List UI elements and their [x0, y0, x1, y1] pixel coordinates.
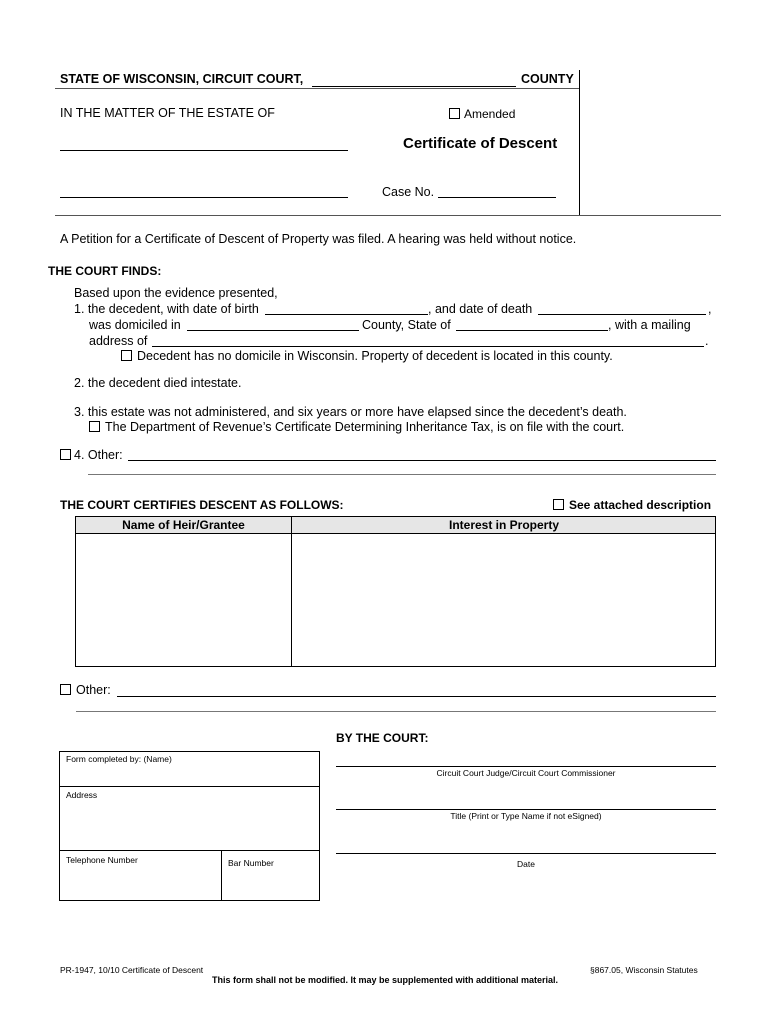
- completed-box-divider: [221, 851, 222, 901]
- amended-label: Amended: [464, 107, 516, 121]
- header-top-rule: [55, 88, 579, 89]
- no-domicile-checkbox[interactable]: [121, 350, 132, 361]
- findings-heading: THE COURT FINDS:: [48, 264, 162, 278]
- date-of-birth-field[interactable]: [265, 314, 428, 315]
- no-domicile-label: Decedent has no domicile in Wisconsin. Property of decedent is located in this county.: [137, 349, 613, 363]
- date-of-death-label: , and date of death: [428, 302, 533, 316]
- bar-number-field[interactable]: [224, 870, 317, 898]
- certifies-heading: THE COURT CERTIFIES DESCENT AS FOLLOWS:: [60, 498, 344, 512]
- period: .: [705, 334, 709, 348]
- statute: §867.05, Wisconsin Statutes: [590, 965, 698, 975]
- other-finding-field[interactable]: [128, 460, 716, 461]
- heir-name-cell[interactable]: [77, 534, 290, 665]
- see-attached-label: See attached description: [569, 498, 712, 512]
- interest-cell[interactable]: [293, 534, 714, 665]
- header-divider: [579, 70, 580, 216]
- item2-text: 2. the decedent died intestate.: [74, 376, 242, 390]
- footer-notice: This form shall not be modified. It may be supplemented with additional material.: [211, 975, 559, 985]
- intro-text: A Petition for a Certificate of Descent of Property was filed. A hearing was held without notice.: [60, 232, 577, 246]
- judge-signature-field[interactable]: [336, 766, 716, 767]
- date-field[interactable]: [336, 853, 716, 854]
- other-certify-checkbox[interactable]: [60, 684, 71, 695]
- case-no-field[interactable]: [438, 197, 556, 198]
- item4-text: 4. Other:: [74, 448, 123, 462]
- by-the-court-label: BY THE COURT:: [336, 731, 429, 745]
- title-field[interactable]: [336, 809, 716, 810]
- completed-name-label: Form completed by: (Name): [66, 754, 172, 764]
- telephone-label: Telephone Number: [66, 855, 138, 865]
- county-label: COUNTY: [521, 72, 574, 86]
- form-id: PR-1947, 10/10 Certificate of Descent: [60, 965, 204, 975]
- case-no-label: Case No.: [382, 185, 435, 199]
- see-attached-checkbox[interactable]: [553, 499, 564, 510]
- item3-text: 3. this estate was not administered, and six years or more have elapsed since the decedent’s death.: [74, 405, 627, 419]
- heir-table-divider: [291, 516, 292, 667]
- decedent-name-field-2[interactable]: [60, 197, 348, 198]
- state-of-label: County, State of: [362, 318, 451, 332]
- domicile-county-field[interactable]: [187, 330, 359, 331]
- header-bottom-rule: [55, 215, 721, 216]
- estate-of-label: IN THE MATTER OF THE ESTATE OF: [60, 106, 275, 120]
- other-finding-checkbox[interactable]: [60, 449, 71, 460]
- tax-certificate-checkbox[interactable]: [89, 421, 100, 432]
- address-field[interactable]: [62, 802, 317, 848]
- other-certify-field-2[interactable]: [76, 711, 716, 712]
- completed-box-rule-2: [59, 850, 320, 851]
- date-label: Date: [517, 859, 535, 869]
- address-label: Address: [66, 790, 98, 800]
- telephone-field[interactable]: [62, 868, 219, 898]
- item1-text: 1. the decedent, with date of birth: [74, 302, 259, 316]
- domicile-state-field[interactable]: [456, 330, 608, 331]
- other-certify-field[interactable]: [117, 696, 716, 697]
- mailing-label: , with a mailing: [608, 318, 691, 332]
- comma: ,: [708, 302, 712, 316]
- amended-checkbox[interactable]: [449, 108, 460, 119]
- address-of-label: address of: [89, 334, 148, 348]
- other-finding-field-2[interactable]: [88, 474, 716, 475]
- mailing-address-field[interactable]: [152, 346, 704, 347]
- title-label: Title (Print or Type Name if not eSigned): [450, 811, 602, 821]
- decedent-name-field[interactable]: [60, 150, 348, 151]
- date-of-death-field[interactable]: [538, 314, 706, 315]
- completed-name-field[interactable]: [62, 766, 317, 784]
- county-name-field[interactable]: [312, 86, 516, 87]
- interest-column-header: Interest in Property: [448, 518, 560, 532]
- tax-certificate-label: The Department of Revenue’s Certificate Determining Inheritance Tax, is on file with the court.: [105, 420, 625, 434]
- domiciled-label: was domiciled in: [89, 318, 181, 332]
- completed-box-rule-1: [59, 786, 320, 787]
- based-upon-text: Based upon the evidence presented,: [74, 286, 278, 300]
- bar-number-label: Bar Number: [228, 858, 274, 868]
- form-title: Certificate of Descent: [403, 135, 558, 152]
- other-certify-label: Other:: [76, 683, 111, 697]
- heir-column-header: Name of Heir/Grantee: [122, 518, 245, 532]
- judge-label: Circuit Court Judge/Circuit Court Commissioner: [436, 768, 616, 778]
- state-court-label: STATE OF WISCONSIN, CIRCUIT COURT,: [60, 72, 304, 86]
